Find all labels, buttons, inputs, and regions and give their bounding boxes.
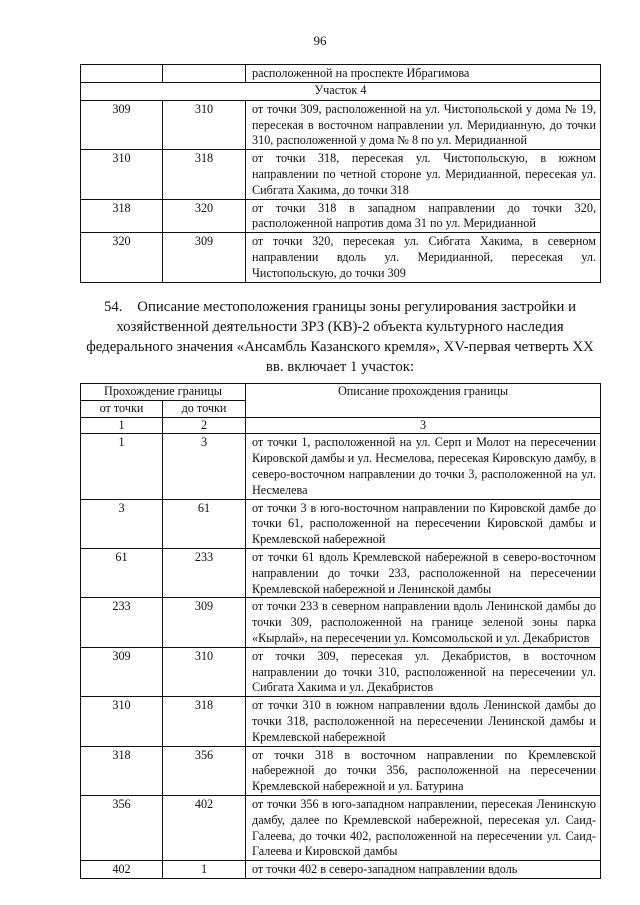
boundary-description: от точки 310 в южном направлении вдоль Ленинской дамбы до точки 318, расположенной на пересечении Ленинской дамбы и Кремлевской набережной [246, 697, 601, 746]
to-point: 310 [163, 647, 246, 696]
table-row [81, 861, 601, 879]
from-point: 356 [81, 795, 163, 860]
from-point: 309 [81, 100, 163, 149]
from-point: 320 [81, 233, 163, 282]
table-row [81, 697, 601, 746]
column-number: 1 [81, 417, 163, 434]
to-point: 402 [163, 795, 246, 860]
from-point: 233 [81, 598, 163, 647]
to-point: 356 [163, 746, 246, 795]
boundary-description: от точки 356 в юго-западном направлении, пересекая Ленинскую дамбу, далее по Кремлевской набережной, пересекая ул. Саид-Галеева, до точки 402, расположенной на пересечении ул. Саид-Галеева и Кировской дамбы [246, 795, 601, 860]
to-point: 318 [163, 150, 246, 199]
table-row [81, 647, 601, 696]
table-row [81, 65, 601, 83]
to-point: 309 [163, 233, 246, 282]
table-row [81, 150, 601, 199]
to-point: 309 [163, 598, 246, 647]
to-point: 1 [163, 861, 246, 879]
section-number: 54. [103, 299, 123, 315]
to-point: 318 [163, 697, 246, 746]
from-point: 3 [81, 499, 163, 548]
boundary-description: от точки 309, пересекая ул. Декабристов, в восточном направлении до точки 310, расположенной на пересечении ул. Сибгата Хакима и ул. Декабристов [246, 647, 601, 696]
table-row [81, 548, 601, 597]
from-point: 310 [81, 150, 163, 199]
boundary-description: от точки 320, пересекая ул. Сибгата Хакима, в северном направлении вдоль ул. Меридианной, пересекая ул. Чистопольскую, до точки 309 [246, 233, 601, 282]
to-point: 3 [163, 434, 246, 499]
from-point: 402 [81, 861, 163, 879]
column-number: 3 [246, 417, 601, 434]
header-to: до точки [163, 400, 246, 417]
from-point: 61 [81, 548, 163, 597]
column-number: 2 [163, 417, 246, 434]
to-point: 320 [163, 199, 246, 233]
from-point: 310 [81, 697, 163, 746]
header-row [81, 384, 601, 401]
section-row [81, 82, 601, 100]
table-row [81, 233, 601, 282]
header-from: от точки [81, 400, 163, 417]
table-row [81, 795, 601, 860]
column-number-row [81, 417, 601, 434]
boundary-description: от точки 318, пересекая ул. Чистопольскую, в южном направлении по четной стороне ул. Меридианной, пересекая ул. Сибгата Хакима, до точки 318 [246, 150, 601, 199]
from-point: 318 [81, 199, 163, 233]
page-number: 96 [313, 33, 327, 48]
table-row [81, 434, 601, 499]
main-boundary-table [80, 383, 601, 879]
boundary-description: от точки 233 в северном направлении вдоль Ленинской дамбы до точки 309, расположенной на границе зеленой зоны парка «Кырлай», на пересечении ул. Комсомольской и ул. Декабристов [246, 598, 601, 647]
from-point: 309 [81, 647, 163, 696]
table-row [81, 100, 601, 149]
to-point: 233 [163, 548, 246, 597]
to-point: 61 [163, 499, 246, 548]
boundary-description: от точки 1, расположенной на ул. Серп и Молот на пересечении Кировской дамбы и ул. Несмелова, пересекая Кировскую дамбу, в северо-восточном направлении до точки 3, расположенной на ул. Несмелева [246, 434, 601, 499]
section-heading [80, 297, 600, 377]
boundary-description: от точки 402 в северо-западном направлении вдоль [246, 861, 601, 879]
table-row [81, 746, 601, 795]
header-description: Описание прохождения границы [246, 384, 601, 418]
boundary-description: от точки 318 в западном направлении до точки 320, расположенной напротив дома 31 по ул. Меридианной [246, 199, 601, 233]
to-point: 310 [163, 100, 246, 149]
from-point: 318 [81, 746, 163, 795]
boundary-description: от точки 318 в восточном направлении по Кремлевской набережной до точки 356, расположенной на пересечении Кремлевской набережной и ул. Батурина [246, 746, 601, 795]
continuation-text: расположенной на проспекте Ибрагимова [246, 65, 601, 83]
top-boundary-table [80, 64, 601, 283]
table-row [81, 199, 601, 233]
section-heading-text: Описание местоположения границы зоны регулирования застройки и хозяйственной деятельности ЗРЗ (КВ)-2 объекта культурного наследия федерального значения «Ансамбль Казанского кремля», XV-первая четверть XX вв. включает 1 участок: [86, 299, 594, 375]
boundary-description: от точки 3 в юго-восточном направлении по Кировской дамбе до точки 61, расположенной на пересечении Кировской дамбы и Кремлевской набережной [246, 499, 601, 548]
boundary-description: от точки 309, расположенной на ул. Чистопольской у дома № 19, пересекая в восточном направлении ул. Меридианную, до точки 310, расположенной у дома № 8 по ул. Меридианной [246, 100, 601, 149]
table-row [81, 598, 601, 647]
boundary-description: от точки 61 вдоль Кремлевской набережной в северо-восточном направлении до точки 233, расположенной на пересечении Кремлевской набережной и Ленинской дамбы [246, 548, 601, 597]
from-point: 1 [81, 434, 163, 499]
header-passage: Прохождение границы [81, 384, 246, 401]
section-title: Участок 4 [81, 82, 601, 100]
table-row [81, 499, 601, 548]
